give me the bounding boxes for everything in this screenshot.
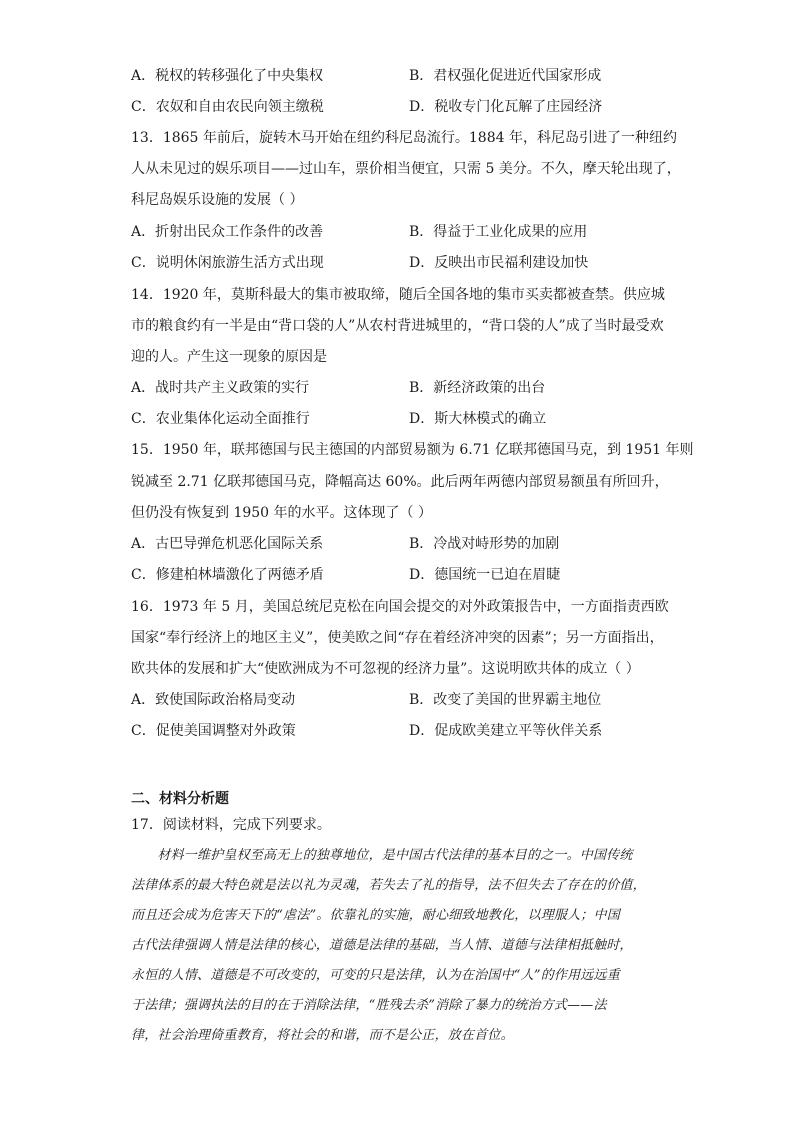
q13-stem-line-1: 13．1865 年前后，旋转木马开始在纽约科尼岛流行。1884 年，科尼岛引进了一种纽约 [131,130,677,146]
q16-stem-line-2: 国家“奉行经济上的地区主义”，使美欧之间“存在着经济冲突的因素”；另一方面指出， [131,630,664,646]
q14-options-row-1 [131,378,671,398]
q12-option-b[interactable]: B．君权强化促进近代国家形成 [409,68,602,84]
q15-options-row-2 [131,565,671,585]
q15-stem-line-2: 锐减至 2.71 亿联邦德国马克，降幅高达 60%。此后两年两德内部贸易额虽有所回升， [131,474,669,490]
material-line: 永恒的人情、道德是不可改变的，可变的只是法律，认为在治国中“人”的作用远远重 [131,968,620,983]
q15-options-row-1 [131,534,671,554]
q14-stem-line-1: 14．1920 年，莫斯科最大的集市被取缔，随后全国各地的集市买卖都被查禁。供应城 [131,287,665,303]
q15-option-b[interactable]: B．冷战对峙形势的加剧 [409,536,560,552]
q15-stem-line-1: 15．1950 年，联邦德国与民主德国的内部贸易额为 6.71 亿联邦德国马克，到 1951 年则 [131,442,694,458]
q14-option-a[interactable]: A．战时共产主义政策的实行 [131,380,310,396]
q13-stem-line-2: 人从未见过的娱乐项目——过山车，票价相当便宜，只需 5 美分。不久，摩天轮出现了， [131,161,681,177]
q12-option-c[interactable]: C．农奴和自由农民向领主缴税 [131,99,324,115]
material-line: 材料一维护皇权至高无上的独尊地位，是中国古代法律的基本目的之一。中国传统 [131,848,633,863]
material-line: 古代法律强调人情是法律的核心，道德是法律的基础，当人情、道德与法律相抵触时， [131,938,633,953]
q16-options-row-2 [131,721,671,741]
q12-option-d[interactable]: D．税收专门化瓦解了庄园经济 [409,99,603,115]
q14-option-b[interactable]: B．新经济政策的出台 [409,380,546,396]
q15-option-a[interactable]: A．古巴导弹危机恶化国际关系 [131,536,324,552]
q16-option-a[interactable]: A．致使国际政治格局变动 [131,692,296,708]
q14-option-c[interactable]: C．农业集体化运动全面推行 [131,411,310,427]
q16-options-row-1 [131,690,671,710]
q13-option-a[interactable]: A．折射出民众工作条件的改善 [131,224,324,240]
q16-option-d[interactable]: D．促成欧美建立平等伙伴关系 [409,723,603,739]
q13-stem-line-3: 科尼岛娱乐设施的发展（ ） [131,192,304,208]
q12-option-a[interactable]: A．税权的转移强化了中央集权 [131,68,324,84]
section-title: 二、材料分析题 [131,791,229,807]
q14-option-d[interactable]: D．斯大林模式的确立 [409,411,547,427]
q16-stem-line-1: 16．1973 年 5 月，美国总统尼克松在向国会提交的对外政策报告中，一方面指责西欧 [131,599,669,615]
q13-option-c[interactable]: C．说明休闲旅游生活方式出现 [131,255,324,271]
q16-option-c[interactable]: C．促使美国调整对外政策 [131,723,296,739]
q16-option-b[interactable]: B．改变了美国的世界霸主地位 [409,692,602,708]
q13-options-row-2 [131,253,671,273]
q14-options-row-2 [131,409,671,429]
q17-intro: 17．阅读材料，完成下列要求。 [131,817,331,833]
q15-stem-line-3: 但仍没有恢复到 1950 年的水平。这体现了（ ） [131,505,432,521]
material-line: 而且还会成为危害天下的“虐法”。依靠礼的实施，耐心细致地教化，以理服人；中国 [131,908,620,923]
q14-stem-line-3: 迎的人。产生这一现象的原因是 [131,349,327,365]
material-line: 律，社会治理倚重教育，将社会的和谐，而不是公正，放在首位。 [131,1028,514,1043]
q12-options-row-2 [131,97,671,117]
q15-option-d[interactable]: D．德国统一已迫在眉睫 [409,567,561,583]
q13-option-d[interactable]: D．反映出市民福利建设加快 [409,255,589,271]
q12-options-row-1 [131,66,671,86]
material-line: 法律体系的最大特色就是法以礼为灵魂，若失去了礼的指导，法不但失去了存在的价值， [131,878,646,893]
q13-option-b[interactable]: B．得益于工业化成果的应用 [409,224,588,240]
q15-option-c[interactable]: C．修建柏林墙激化了两德矛盾 [131,567,324,583]
material-line: 于法律；强调执法的目的在于消除法律，“胜残去杀”消除了暴力的统治方式——法 [131,998,607,1013]
q16-stem-line-3: 欧共体的发展和扩大“使欧洲成为不可忽视的经济力量”。这说明欧共体的成立（ ） [131,661,640,677]
q14-stem-line-2: 市的粮食约有一半是由“背口袋的人”从农村背进城里的，“背口袋的人”成了当时最受欢 [131,318,664,334]
q13-options-row-1 [131,222,671,242]
